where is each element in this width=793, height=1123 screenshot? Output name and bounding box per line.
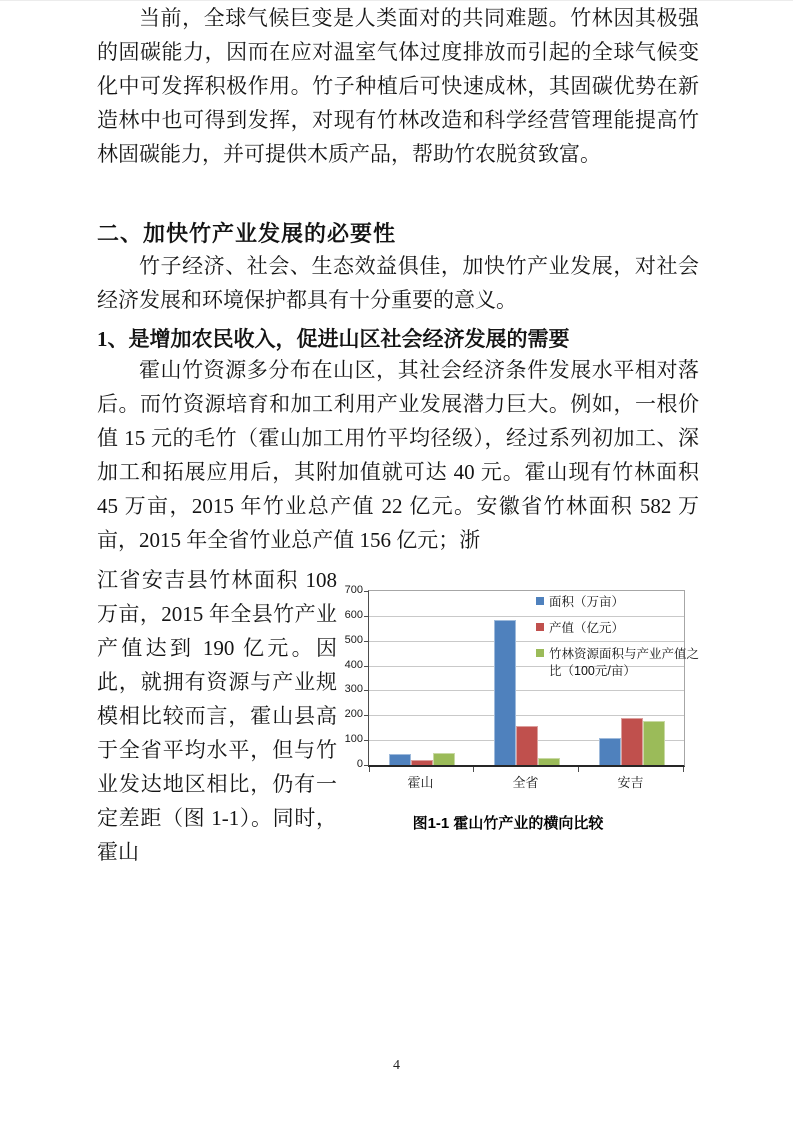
x-category-label: 霍山	[407, 775, 434, 790]
y-tick-label: 600	[344, 608, 363, 621]
paragraph-significance: 竹子经济、社会、生态效益俱佳，加快竹产业发展，对社会经济发展和环境保护都具有十分重要的意义。	[97, 254, 699, 312]
text-chart-wrap-region	[97, 563, 700, 864]
legend-item-1	[536, 594, 708, 611]
paragraph-detail-full-width: 霍山竹资源多分布在山区，其社会经济条件发展水平相对落后。而竹资源培育和加工利用产业发展潜力巨大。例如，一根价值 15 元的毛竹（霍山加工用竹平均径级），经过系列初加工、深加工和拓展应用后，其附加值就可达 40 元。霍山现有竹林面积 45 万亩，2015 年竹业总产值 22 亿元。安徽省竹林面积 582 万亩，2015 年全省竹业总产值 156 亿元；浙	[97, 358, 699, 552]
gridline	[369, 715, 684, 716]
y-tick-label: 700	[344, 584, 363, 596]
bar-全省-series2	[516, 726, 538, 765]
bar-霍山-series3	[433, 753, 455, 765]
figure-1-1	[327, 578, 705, 833]
y-tick-label: 400	[344, 658, 363, 671]
x-axis-labels	[368, 772, 683, 790]
legend-item-2	[536, 620, 708, 637]
y-tick-label: 0	[356, 758, 363, 770]
y-tick-label: 500	[344, 633, 363, 646]
legend-label: 面积（万亩）	[549, 595, 625, 609]
y-tick-mark	[364, 616, 368, 617]
y-tick-label: 200	[344, 708, 363, 721]
legend-swatch	[536, 597, 544, 605]
section-heading-necessity: 二、加快竹产业发展的必要性	[97, 221, 397, 246]
chart-caption: 图1-1 霍山竹产业的横向比较	[412, 815, 604, 832]
y-tick-mark	[364, 765, 368, 766]
y-tick-mark	[364, 591, 368, 592]
bar-全省-series3	[538, 758, 560, 765]
bar-全省-series1	[494, 620, 516, 765]
legend-label: 竹林资源面积与产业产值之比（100元/亩）	[549, 646, 700, 678]
page-content	[97, 1, 700, 864]
legend-item-3	[536, 646, 708, 680]
gridline	[369, 690, 684, 691]
x-category-label: 安吉	[617, 775, 644, 790]
legend-swatch	[536, 623, 544, 631]
x-tick-mark	[683, 767, 684, 772]
bar-chart	[327, 578, 705, 790]
y-tick-mark	[364, 690, 368, 691]
chart-legend	[536, 594, 708, 689]
y-tick-mark	[364, 715, 368, 716]
x-category-label: 全省	[512, 775, 539, 790]
y-tick-label: 100	[344, 733, 363, 746]
bar-霍山-series1	[389, 754, 411, 765]
subsection-heading-farmer-income: 1、是增加农民收入，促进山区社会经济发展的需要	[97, 327, 570, 351]
paragraph-detail-wrapped: 江省安吉县竹林面积 108 万亩，2015 年全县竹产业产值达到 190 亿元。因此，就拥有资源与产业规模相比较而言，霍山县高于全省平均水平，但与竹业发达地区相比，仍有一定差距（图 1-1）。同时，霍山	[97, 568, 337, 864]
bar-安吉-series2	[621, 718, 643, 765]
legend-swatch	[536, 649, 544, 657]
page-number: 4	[393, 1058, 400, 1073]
bar-霍山-series2	[411, 760, 433, 765]
bar-安吉-series1	[599, 738, 621, 765]
y-tick-mark	[364, 666, 368, 667]
paragraph-carbon-intro: 当前，全球气候巨变是人类面对的共同难题。竹林因其极强的固碳能力，因而在应对温室气体过度排放而引起的全球气候变化中可发挥积极作用。竹子种植后可快速成林，其固碳优势在新造林中也可得到发挥，对现有竹林改造和科学经营管理能提高竹林固碳能力，并可提供木质产品，帮助竹农脱贫致富。	[97, 6, 699, 166]
y-tick-label: 300	[344, 683, 363, 696]
y-axis-labels	[341, 584, 365, 770]
y-tick-mark	[364, 641, 368, 642]
legend-label: 产值（亿元）	[549, 620, 625, 635]
y-tick-mark	[364, 740, 368, 741]
bar-安吉-series3	[643, 721, 665, 765]
